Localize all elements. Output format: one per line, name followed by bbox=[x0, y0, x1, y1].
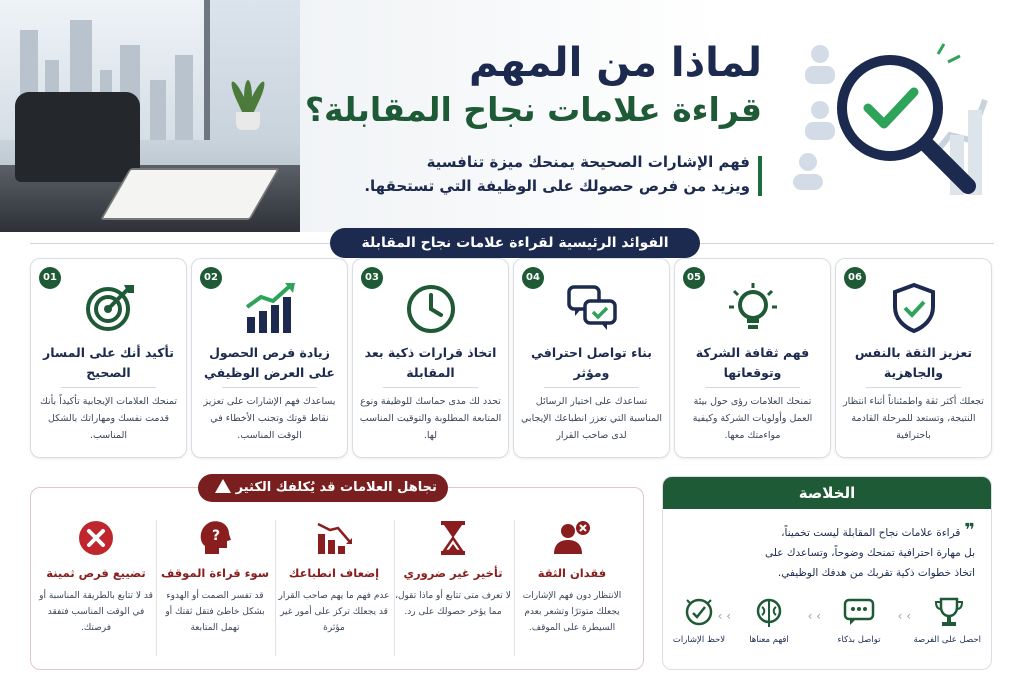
benefit-card-01 bbox=[30, 258, 187, 458]
card-description: تمنحك العلامات رؤى حول بيئة العمل وأولويات الشركة وكيفية مواءمتك معها. bbox=[692, 396, 813, 441]
page-subtitle-title: قراءة علامات نجاح المقابلة؟ bbox=[304, 90, 762, 129]
warning-item bbox=[393, 518, 513, 658]
card-title: اتخاذ قرارات ذكية بعد المقابلة bbox=[364, 345, 497, 380]
hourglass-icon bbox=[433, 518, 473, 558]
step-label: لاحظ الإشارات bbox=[672, 635, 726, 645]
plant bbox=[228, 80, 268, 130]
arrow-icon: ‹ ‹ bbox=[717, 609, 731, 623]
card-title: تأكيد أنك على المسار الصحيح bbox=[43, 345, 174, 380]
step-item bbox=[667, 595, 731, 645]
conclusion-box bbox=[662, 476, 992, 670]
conclusion-text: ❞قراءة علامات نجاح المقابلة ليست تخميناً، بل مهارة احترافية تمنحك وضوحاً، وتساعدك على اتخاذ خطوات ذكية تقربك من هدفك الوظيفي. bbox=[765, 520, 975, 579]
warning-description: قد لا تتابع بالطريقة المناسبة أو في الوقت المناسب فتفقد فرصتك. bbox=[39, 591, 153, 633]
warning-title: إضعاف انطباعك bbox=[288, 566, 380, 580]
warning-item bbox=[36, 518, 156, 658]
step-item bbox=[737, 595, 801, 645]
card-title: زيادة فرص الحصول على العرض الوظيفي bbox=[204, 345, 335, 380]
card-description: تحدد لك مدى حماسك للوظيفة ونوع المتابعة المطلوبة والتوقيت المناسب لها. bbox=[359, 396, 502, 441]
confused-head-icon bbox=[195, 518, 235, 558]
card-description: تجعلك أكثر ثقة واطمئناناً أثناء انتظار النتيجة، وتستعد للمرحلة القادمة باحترافية bbox=[843, 396, 984, 441]
accent-bar bbox=[758, 156, 762, 196]
benefit-card-02 bbox=[191, 258, 348, 458]
user-x-icon bbox=[552, 518, 592, 558]
office-chair bbox=[15, 92, 140, 182]
card-number: 02 bbox=[200, 267, 222, 289]
step-item bbox=[913, 595, 981, 645]
warning-description: قد تفسر الصمت أو الهدوء بشكل خاطئ فتقل ثقتك أو تهمل المتابعة bbox=[165, 591, 265, 633]
magnifier-check-icon bbox=[820, 40, 990, 210]
warning-title: تأخير غير ضروري bbox=[403, 566, 503, 580]
benefit-card-04 bbox=[513, 258, 670, 458]
step-label: تواصل بذكاء bbox=[837, 635, 881, 645]
shield-check-icon bbox=[887, 281, 941, 335]
card-description: تساعدك على اختيار الرسائل المناسبة التي تعزز انطباعك الإيجابي لدى صاحب القرار bbox=[521, 396, 662, 441]
warnings-title: تجاهل العلامات قد يُكلفك الكثير bbox=[198, 474, 448, 502]
warning-description: عدم فهم ما يهم صاحب القرار قد يجعلك تركز على أمور غير مؤثرة bbox=[278, 591, 390, 633]
warning-triangle-icon bbox=[215, 479, 231, 493]
conclusion-title: الخلاصة bbox=[663, 477, 991, 509]
arrow-icon: ‹ ‹ bbox=[807, 609, 821, 623]
arrow-icon: ‹ ‹ bbox=[897, 609, 911, 623]
clock-icon bbox=[404, 281, 458, 335]
benefit-card-05 bbox=[674, 258, 831, 458]
card-title: فهم ثقافة الشركة وتوقعاتها bbox=[695, 345, 810, 380]
benefits-cards bbox=[30, 258, 994, 458]
card-number: 06 bbox=[844, 267, 866, 289]
step-label: احصل على الفرصة bbox=[913, 635, 981, 645]
chat-dots-icon bbox=[842, 595, 876, 629]
clipboard bbox=[100, 168, 280, 220]
card-number: 03 bbox=[361, 267, 383, 289]
page-title: لماذا من المهم bbox=[468, 40, 762, 86]
svg-text:?: ? bbox=[211, 528, 221, 544]
benefits-section-title: الفوائد الرئيسية لقراءة علامات نجاح المقابلة bbox=[330, 228, 700, 258]
card-description: تمنحك العلامات الإيجابية تأكيداً بأنك قدمت نفسك ومهاراتك بالشكل المناسب. bbox=[39, 396, 177, 441]
card-number: 01 bbox=[39, 267, 61, 289]
card-title: تعزيز الثقة بالنفس والجاهزية bbox=[854, 345, 973, 380]
warning-title: فقدان الثقة bbox=[537, 566, 607, 580]
intro-text: فهم الإشارات الصحيحة يمنحك ميزة تنافسية ويزيد من فرص حصولك على الوظيفة التي تستحقها. bbox=[364, 153, 750, 195]
benefit-card-03 bbox=[352, 258, 509, 458]
warning-title: تضييع فرص ثمينة bbox=[46, 566, 146, 580]
brain-icon bbox=[752, 595, 786, 629]
x-circle-icon bbox=[76, 518, 116, 558]
warning-item bbox=[274, 518, 394, 658]
step-item bbox=[827, 595, 891, 645]
card-number: 04 bbox=[522, 267, 544, 289]
trophy-icon bbox=[932, 595, 966, 629]
chat-icon bbox=[565, 281, 619, 335]
warning-description: لا تعرف متى تتابع أو ماذا تقول، مما يؤخر حصولك على رد. bbox=[395, 591, 511, 617]
warning-item bbox=[155, 518, 275, 658]
card-number: 05 bbox=[683, 267, 705, 289]
warning-description: الانتظار دون فهم الإشارات يجعلك متوترًا وتشعر بعدم السيطرة على الموقف. bbox=[522, 591, 622, 633]
declining-chart-icon bbox=[314, 518, 354, 558]
office-photo bbox=[0, 0, 300, 232]
hero-banner bbox=[0, 0, 1024, 232]
card-title: بناء تواصل احترافي ومؤثر bbox=[531, 345, 652, 380]
growth-chart-icon bbox=[243, 281, 297, 335]
conclusion-steps bbox=[673, 595, 981, 665]
target-icon bbox=[82, 281, 136, 335]
step-label: افهم معناها bbox=[749, 635, 789, 645]
benefit-card-06 bbox=[835, 258, 992, 458]
warning-title: سوء قراءة الموقف bbox=[160, 566, 270, 580]
warning-item bbox=[512, 518, 632, 658]
signal-icon bbox=[682, 595, 716, 629]
quote-icon: ❞ bbox=[964, 520, 975, 541]
lightbulb-icon bbox=[726, 281, 780, 335]
card-description: يساعدك فهم الإشارات على تعزيز نقاط قوتك وتجنب الأخطاء في الوقت المناسب. bbox=[203, 396, 336, 441]
